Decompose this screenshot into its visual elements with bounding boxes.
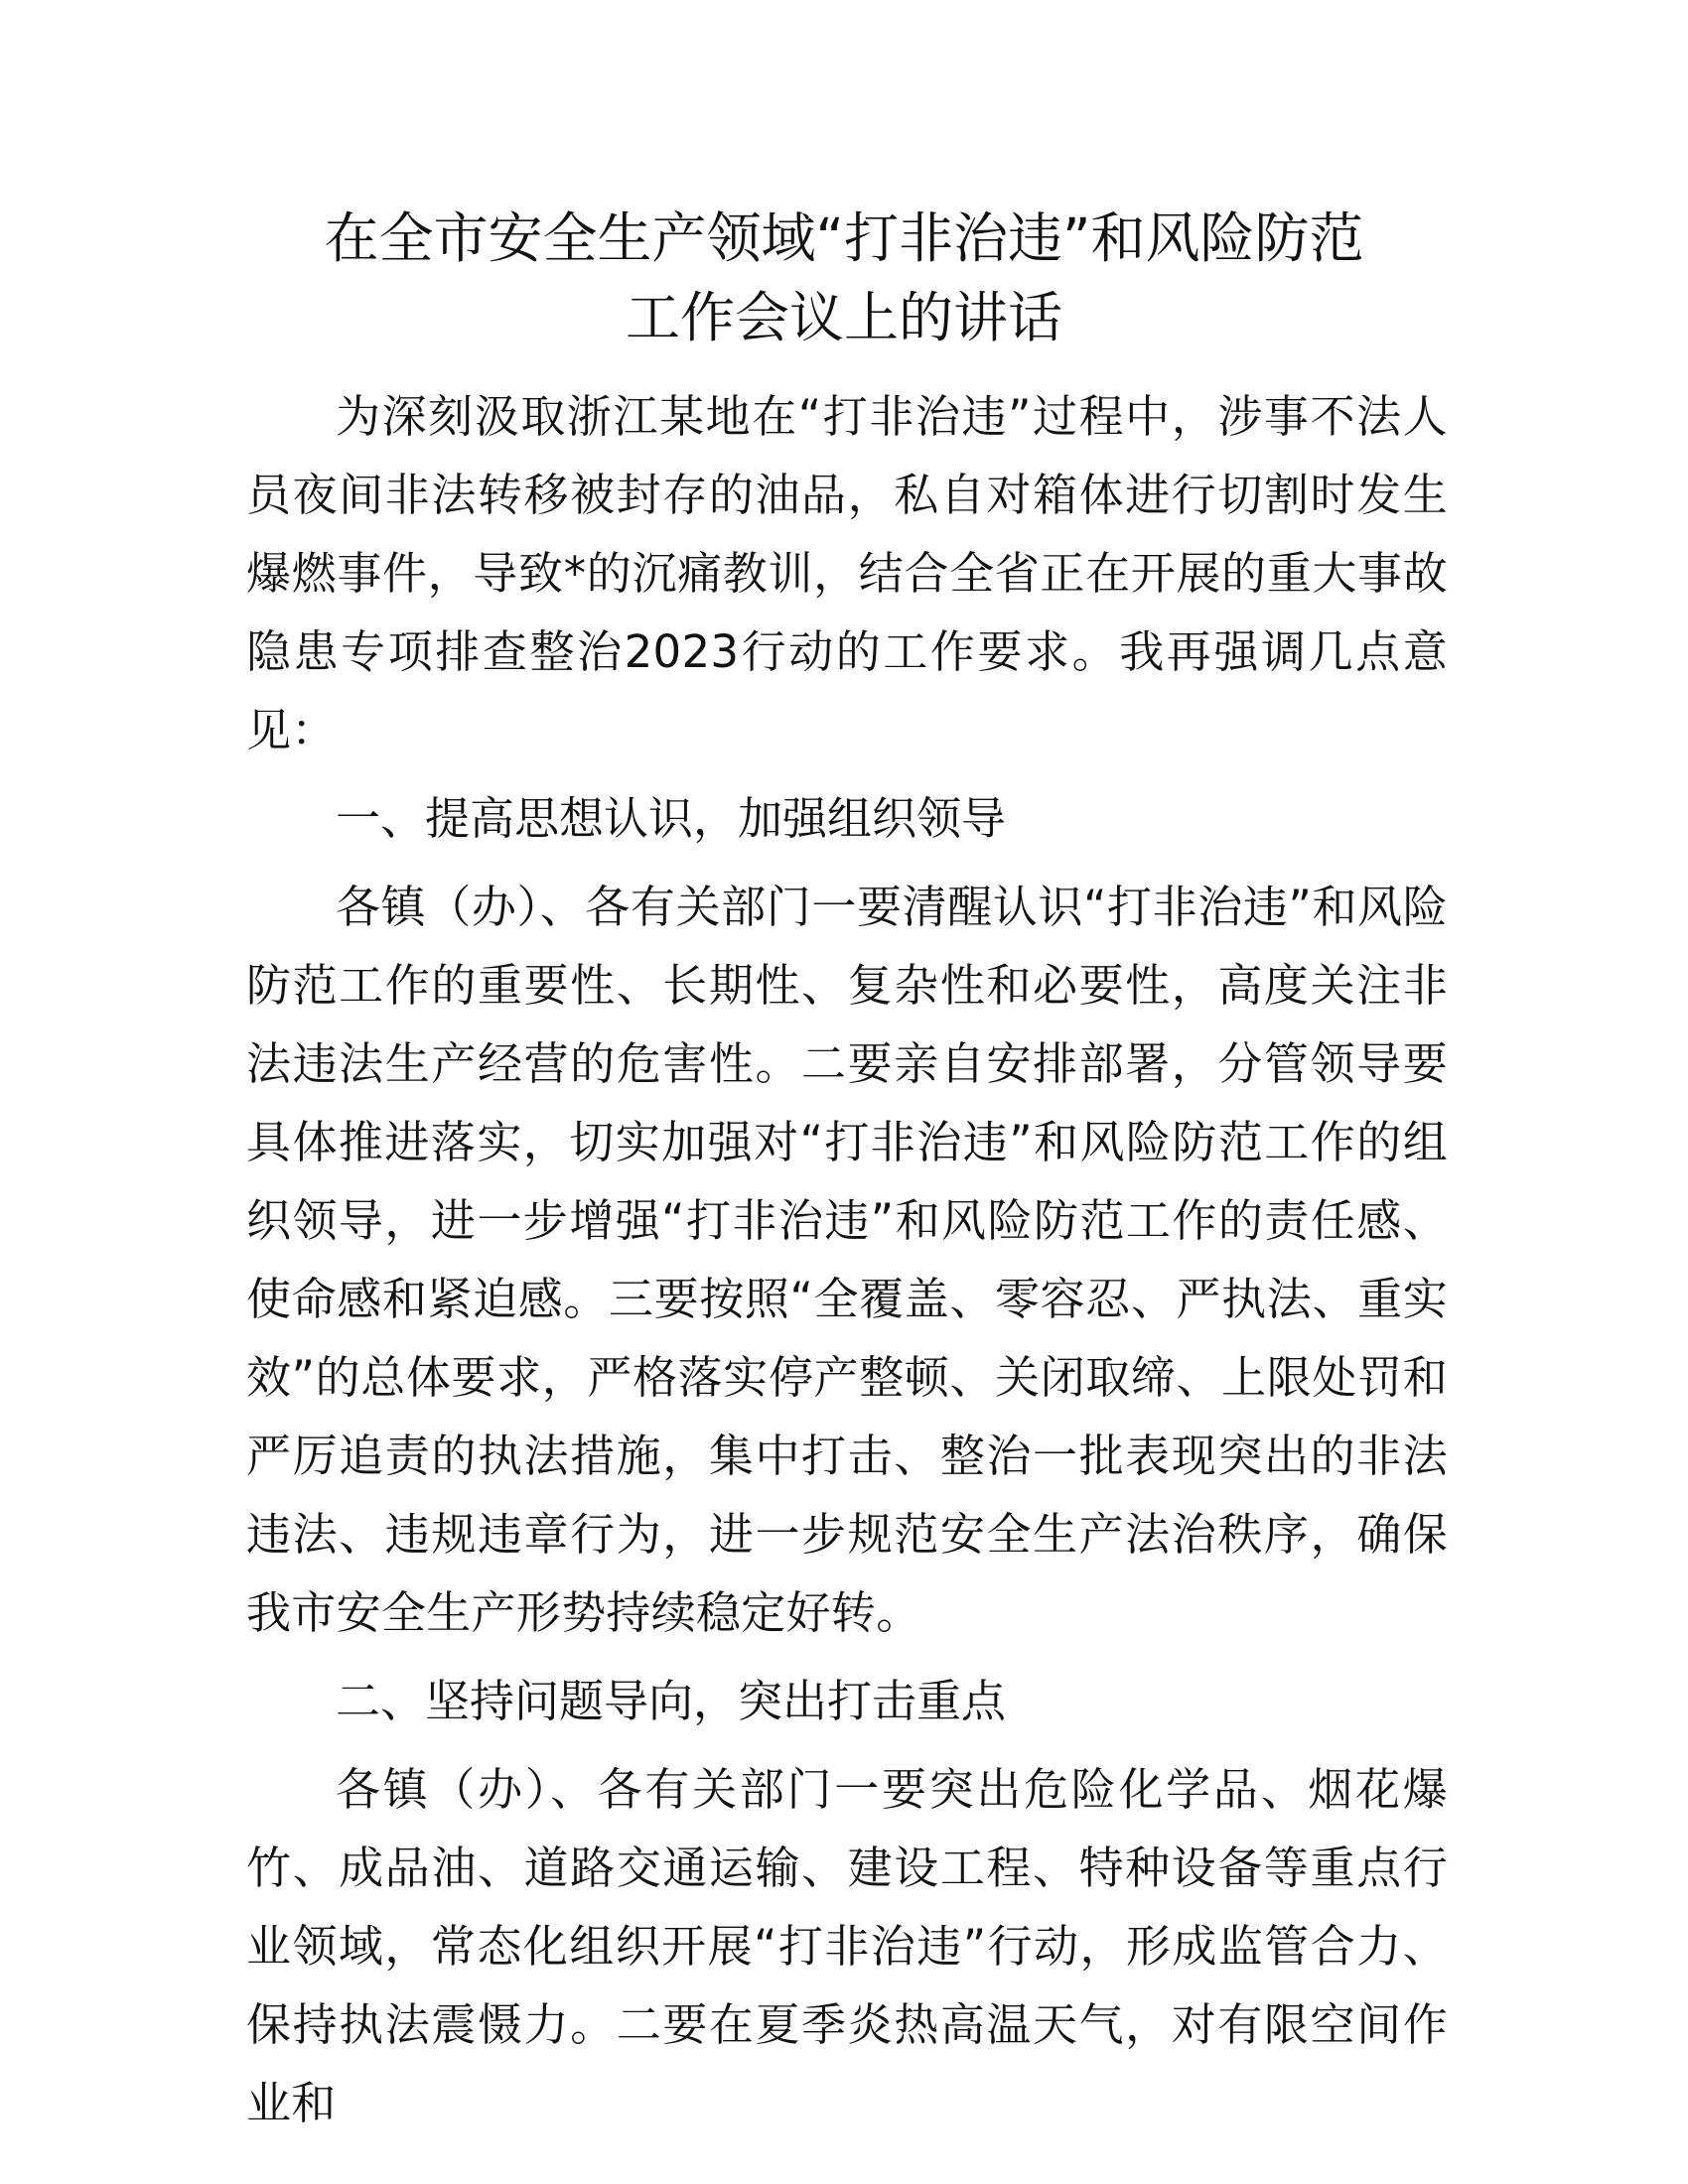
- document-title: [238, 199, 1450, 357]
- section-2-heading: 二、坚持问题导向，突出打击重点: [336, 1675, 1007, 1727]
- section-2-paragraph: 各镇（办）、各有关部门一要突出危险化学品、烟花爆竹、成品油、道路交通运输、建设工程、特种设备等重点行业领域，常态化组织开展“打非治违”行动，形成监管合力、保持执法震慑力。二要在夏季炎热高温天气，对有限空间作业和: [246, 1763, 1448, 2129]
- title-line-1: 在全市安全生产领域“打非治违”和风险防范: [324, 206, 1364, 270]
- section-1-paragraph: 各镇（办）、各有关部门一要清醒认识“打非治违”和风险防范工作的重要性、长期性、复杂性和必要性，高度关注非法违法生产经营的危害性。二要亲自安排部署，分管领导要具体推进落实，切实加强对“打非治违”和风险防范工作的组织领导，进一步增强“打非治违”和风险防范工作的责任感、使命感和紧迫感。三要按照“全覆盖、零容忍、严执法、重实效”的总体要求，严格落实停产整顿、关闭取缔、上限处罚和严厉追责的执法措施，集中打击、整治一批表现突出的非法违法、违规违章行为，进一步规范安全生产法治秩序，确保我市安全生产形势持续稳定好转。: [246, 881, 1448, 1639]
- document-body: [246, 377, 1448, 2142]
- intro-paragraph: 为深刻汲取浙江某地在“打非治违”过程中，涉事不法人员夜间非法转移被封存的油品，私自对箱体进行切割时发生爆燃事件，导致*的沉痛教训，结合全省正在开展的重大事故隐患专项排查整治2023行动的工作要求。我再强调几点意见：: [246, 390, 1448, 756]
- section-1-heading: 一、提高思想认识，加强组织领导: [336, 792, 1007, 845]
- title-line-2: 工作会议上的讲话: [625, 286, 1062, 349]
